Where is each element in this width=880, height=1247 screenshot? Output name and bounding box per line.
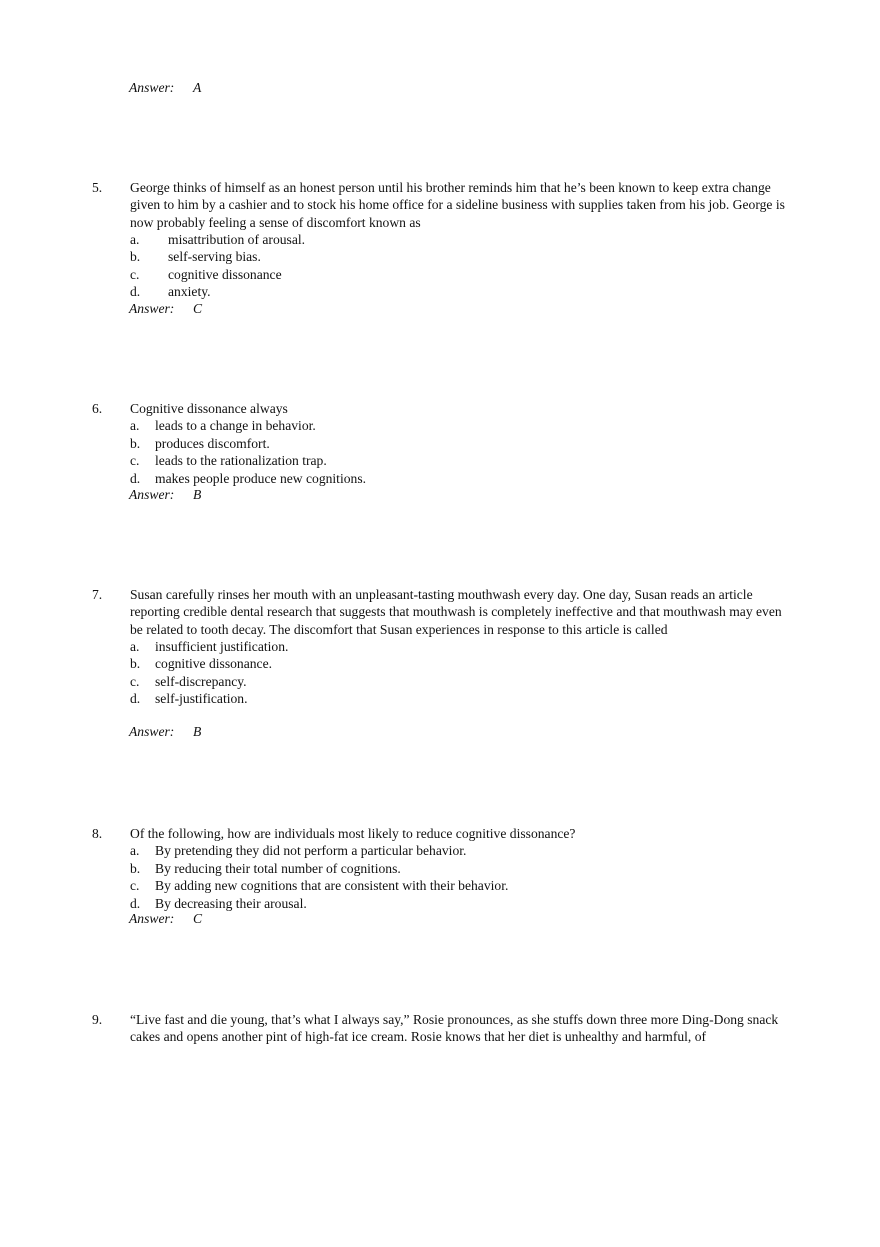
option-a (92, 638, 792, 655)
option-letter: c. (130, 266, 140, 282)
answer-line (129, 300, 202, 317)
option-b (92, 860, 792, 877)
question-stem (92, 400, 792, 417)
option-text: leads to a change in behavior. (155, 418, 316, 434)
answer-line (129, 910, 202, 927)
question-stem (92, 825, 792, 842)
option-letter: d. (130, 284, 141, 300)
option-b (92, 248, 792, 265)
option-b (92, 655, 792, 672)
option-a (92, 842, 792, 859)
option-c (92, 452, 792, 469)
option-letter: b. (130, 435, 141, 451)
option-text: self-justification. (155, 691, 248, 707)
option-letter: b. (130, 860, 141, 876)
option-c (92, 266, 792, 283)
question-text: “Live fast and die young, that’s what I always say,” Rosie pronounces, as she stuffs down three more Ding-Dong snack cakes and opens another pint of high-fat ice cream. Rosie knows that her diet is unhealthy and harmful, of (130, 1012, 779, 1045)
question-number: 9. (92, 1012, 103, 1027)
question-stem (92, 1011, 792, 1046)
option-d (92, 470, 792, 487)
option-text: anxiety. (168, 284, 211, 300)
question-number: 7. (92, 587, 103, 602)
option-text: self-serving bias. (168, 249, 261, 265)
question-number: 5. (92, 180, 103, 195)
option-text: leads to the rationalization trap. (155, 453, 327, 469)
option-d (92, 283, 792, 300)
question-number: 6. (92, 401, 103, 416)
question-7 (92, 586, 792, 708)
answer-value: C (193, 301, 203, 316)
answer-line (129, 79, 201, 96)
option-text: insufficient justification. (155, 638, 289, 654)
option-letter: a. (130, 418, 140, 434)
option-letter: a. (130, 231, 140, 247)
option-text: produces discomfort. (155, 435, 270, 451)
option-text: misattribution of arousal. (168, 231, 306, 247)
option-letter: d. (130, 691, 141, 707)
option-letter: c. (130, 453, 140, 469)
option-letter: c. (130, 878, 140, 894)
answer-label: Answer: (129, 301, 175, 316)
answer-label: Answer: (129, 911, 175, 926)
answer-value: A (193, 80, 202, 95)
option-d (92, 690, 792, 707)
option-letter: a. (130, 638, 140, 654)
answer-line (129, 486, 201, 503)
option-a (92, 417, 792, 434)
question-text: Of the following, how are individuals most likely to reduce cognitive dissonance? (130, 826, 576, 841)
answer-label: Answer: (129, 724, 175, 739)
question-number: 8. (92, 826, 103, 841)
question-stem (92, 179, 792, 231)
option-c (92, 877, 792, 894)
option-c (92, 673, 792, 690)
question-8 (92, 825, 792, 912)
option-letter: b. (130, 249, 141, 265)
option-letter: b. (130, 656, 141, 672)
option-text: By reducing their total number of cognitions. (155, 860, 401, 876)
option-letter: c. (130, 673, 140, 689)
question-text: Susan carefully rinses her mouth with an unpleasant-tasting mouthwash every day. One day, Susan reads an article reporting credible dental research that suggests that mouthwash is completely ineffective and that mouthwash may even be related to tooth decay. The discomfort that Susan experiences in response to this article is called (130, 587, 782, 637)
question-text: Cognitive dissonance always (130, 401, 288, 416)
answer-label: Answer: (129, 80, 175, 95)
option-text: By decreasing their arousal. (155, 895, 307, 911)
question-text: George thinks of himself as an honest person until his brother reminds him that he’s been known to keep extra change given to him by a cashier and to stock his home office for a sideline business with supplies taken from his job. George is now probably feeling a sense of discomfort known as (130, 180, 785, 230)
question-stem (92, 586, 792, 638)
option-text: By pretending they did not perform a particular behavior. (155, 843, 467, 859)
option-text: By adding new cognitions that are consistent with their behavior. (155, 878, 509, 894)
option-b (92, 435, 792, 452)
option-a (92, 231, 792, 248)
option-text: makes people produce new cognitions. (155, 470, 367, 486)
option-text: cognitive dissonance (168, 266, 282, 282)
question-9 (92, 1011, 792, 1046)
answer-line (129, 723, 201, 740)
answer-value: C (193, 911, 203, 926)
option-letter: a. (130, 843, 140, 859)
answer-label: Answer: (129, 487, 175, 502)
question-6 (92, 400, 792, 487)
answer-value: B (193, 487, 202, 502)
option-text: self-discrepancy. (155, 673, 247, 689)
question-5 (92, 179, 792, 301)
answer-value: B (193, 724, 202, 739)
option-letter: d. (130, 895, 141, 911)
option-letter: d. (130, 470, 141, 486)
option-text: cognitive dissonance. (155, 656, 273, 672)
